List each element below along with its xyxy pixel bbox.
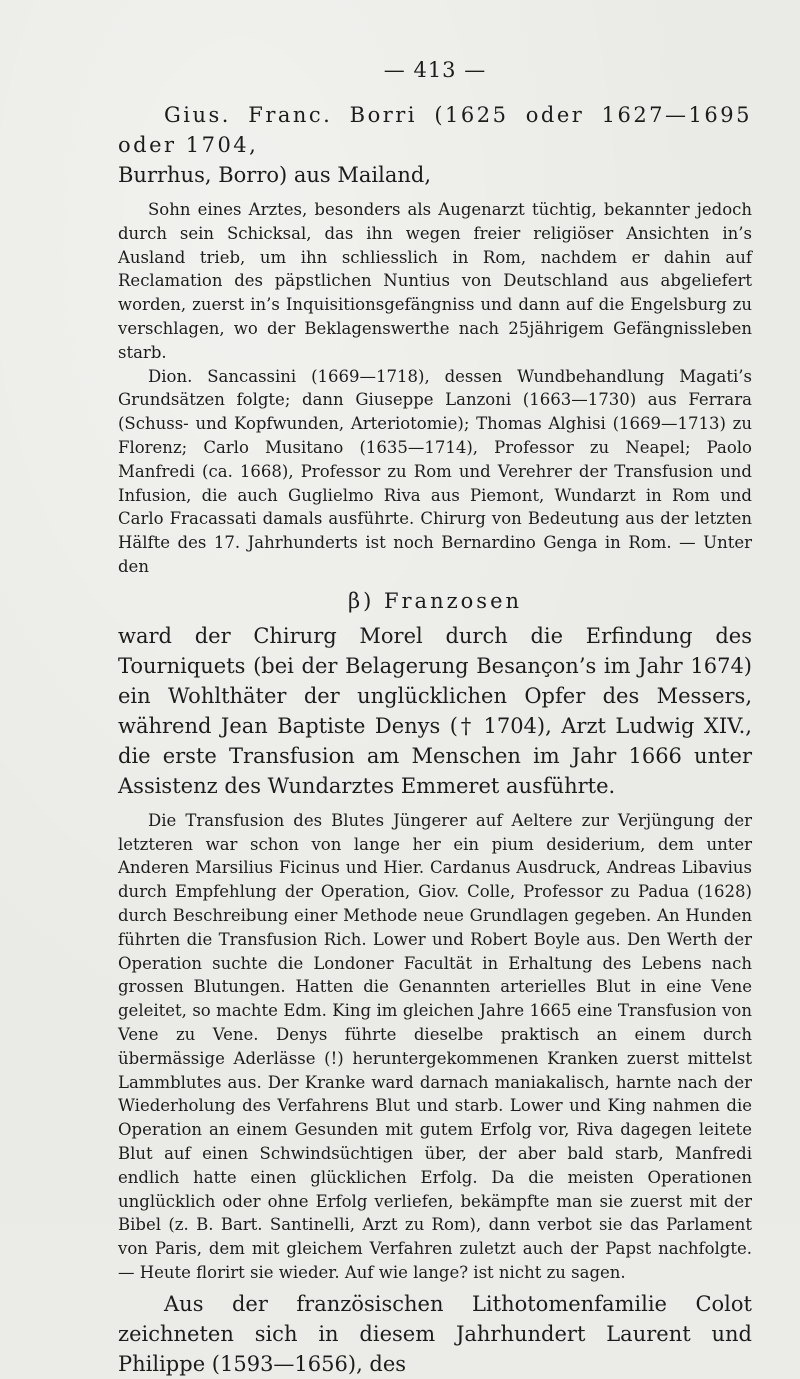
paragraph-italian-surgeons: Dion. Sancassini (1669—1718), dessen Wundbehandlung Magati’s Grundsätzen folgte; dann Giuseppe Lanzoni (1663—1730) aus Ferrara (Schuss- und Kopfwunden, Arteriotomie); Thomas Alghisi (1669—1713) zu Florenz; Carlo Musitano (1635—1714), Professor zu Neapel; Paolo Manfredi (ca. 1668), Professor zu Rom und Verehrer der Transfusion und Infusion, die auch Guglielmo Riva aus Piemont, Wundarzt in Rom und Carlo Fracassati damals ausführte. Chirurg von Bedeutung aus der letzten Hälfte des 17. Jahrhunderts ist noch Bernardino Genga in Rom. — Unter den — [118, 366, 752, 576]
entry-heading-line-1: Gius. Franc. Borri (1625 oder 1627—1695 oder 1704, — [118, 103, 752, 157]
paragraph-colot — [118, 1289, 752, 1379]
page-number: — 413 — — [383, 58, 487, 82]
paragraph-transfusion-history — [118, 809, 752, 1285]
entry-heading — [118, 100, 752, 190]
body-block-italian — [118, 198, 752, 579]
paragraph-morel-text: ward der Chirurg Morel durch die Erfindung des Tourniquets (bei der Belagerung Besançon’s im Jahr 1674) ein Wohlthäter der unglücklichen Opfer des Messers, während Jean Baptiste Denys († 1704), Arzt Ludwig XIV., die erste Transfusion am Menschen im Jahr 1666 unter Assistenz des Wundarztes Emmeret ausführte. — [118, 623, 752, 798]
paragraph-colot-text: Aus der französischen Lithotomenfamilie Colot zeichneten sich in diesem Jahrhundert Laurent und Philippe (1593—1656), des — [118, 1291, 752, 1376]
paragraph-morel — [118, 621, 752, 801]
section-heading-franzosen: β) Franzosen — [347, 588, 523, 613]
paragraph-transfusion-text: Die Transfusion des Blutes Jüngerer auf Aeltere zur Verjüngung der letzteren war schon von lange her ein pium desiderium, dem unter Anderen Marsilius Ficinus und Hier. Cardanus Ausdruck, Andreas Libavius durch Empfehlung der Operation, Giov. Colle, Professor zu Padua (1628) durch Beschreibung einer Methode neue Grundlagen gegeben. An Hunden führten die Transfusion Rich. Lower und Robert Boyle aus. Den Werth der Operation suchte die Londoner Facultät in Erhaltung des Lebens nach grossen Blutungen. Hatten die Genannten arterielles Blut in eine Vene geleitet, so machte Edm. King im gleichen Jahre 1665 eine Transfusion von Vene zu Vene. Denys führte dieselbe praktisch an einem durch übermässige Aderlässe (!) heruntergekommenen Kranken zuerst mittelst Lammblutes aus. Der Kranke ward darnach maniakalisch, harnte nach der Wiederholung des Verfahrens Blut und starb. Lower und King nahmen die Operation an einem Gesunden mit gutem Erfolg vor, Riva dagegen leitete Blut auf einen Schwindsüchtigen über, der aber bald starb, Manfredi endlich hatte einen glücklichen Erfolg. Da die meisten Operationen unglücklich oder ohne Erfolg verliefen, bekämpfte man sie zuerst mit der Bibel (z. B. Bart. Santinelli, Arzt zu Rom), dann verbot sie das Parlament von Paris, dem mit gleichem Verfahren zuletzt auch der Papst nachfolgte. — Heute florirt sie wieder. Auf wie lange? ist nicht zu sagen. — [118, 810, 752, 1282]
entry-heading-line-2: Burrhus, Borro) aus Mailand, — [118, 163, 431, 187]
paragraph-borri: Sohn eines Arztes, besonders als Augenarzt tüchtig, bekannter jedoch durch sein Schicksal, das ihn wegen freier religiöser Ansichten in’s Ausland trieb, um ihn schliesslich in Rom, nachdem er dahin auf Reclamation des päpstlichen Nuntius von Deutschland aus abgeliefert worden, zuerst in’s Inquisitionsgefängniss und dann auf die Engelsburg zu verschlagen, wo der Beklagenswerthe nach 25jährigem Gefängnissleben starb. — [118, 200, 752, 362]
